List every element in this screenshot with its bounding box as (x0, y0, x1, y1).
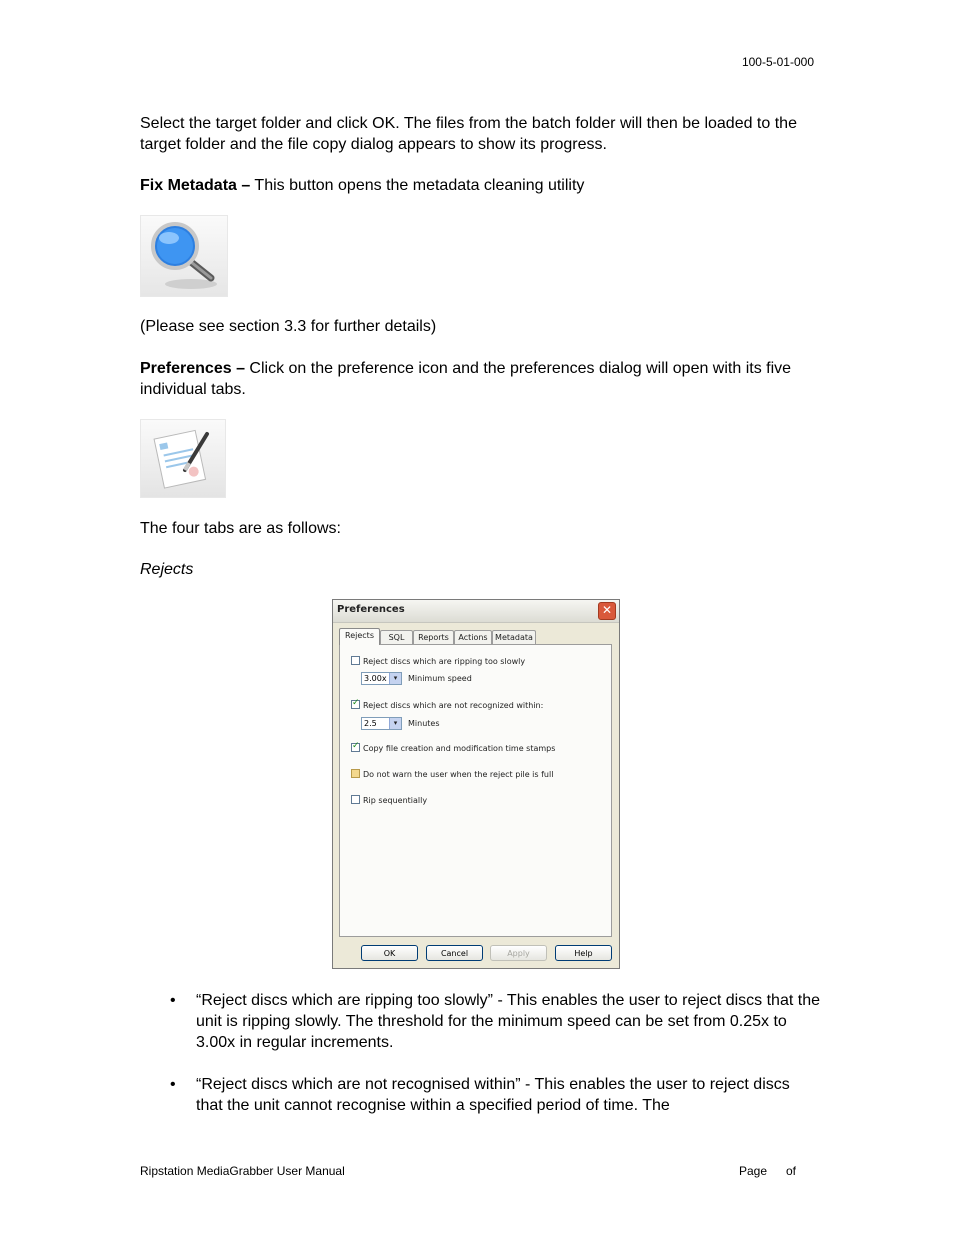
rip-sequentially-checkbox[interactable] (351, 795, 360, 804)
rip-sequentially-label: Rip sequentially (363, 796, 428, 805)
tab-metadata[interactable]: Metadata (492, 630, 536, 645)
preferences-text: Click on the preference icon and the preferences dialog will open with its five individual tabs. (140, 360, 792, 398)
bullet: • (170, 1076, 176, 1093)
tab-reports[interactable]: Reports (413, 630, 454, 645)
preferences-dialog (332, 599, 620, 969)
rejects-panel (339, 644, 612, 937)
fix-metadata-paragraph (140, 175, 820, 196)
reject-slow-label: Reject discs which are ripping too slowly (363, 657, 526, 666)
dialog-title-bar (333, 600, 619, 623)
no-warn-label: Do not warn the user when the reject pile is full (363, 770, 554, 779)
intro-paragraph: Select the target folder and click OK. The files from the batch folder will then be loaded to the target folder and the file copy dialog appears to show its progress. (140, 115, 797, 153)
copy-timestamps-checkbox[interactable] (351, 743, 360, 752)
options-bullet-list (140, 990, 820, 1137)
apply-button[interactable]: Apply (490, 945, 547, 961)
reject-unrecognized-checkbox[interactable] (351, 700, 360, 709)
minutes-value: 2.5 (364, 719, 377, 728)
bullet-text: “Reject discs which are ripping too slowly” - This enables the user to reject discs that the unit is ripping slowly. The threshold for the minimum speed can be set from 0.25x to 3.00x in regular increments. (196, 992, 820, 1051)
list-item (140, 990, 820, 1053)
footer-of-label: of (786, 1164, 797, 1178)
preferences-paragraph (140, 358, 820, 400)
dialog-title: Preferences (337, 604, 405, 615)
bullet: • (170, 992, 176, 1009)
tab-actions[interactable]: Actions (454, 630, 492, 645)
preferences-label: Preferences – (140, 360, 245, 377)
preferences-pen-icon (140, 419, 226, 498)
footer-title: Ripstation MediaGrabber User Manual (140, 1164, 345, 1178)
chevron-down-icon[interactable]: ▾ (389, 673, 401, 684)
minutes-label: Minutes (408, 719, 440, 728)
see-section-note: (Please see section 3.3 for further details) (140, 318, 437, 335)
minimum-speed-value: 3.00x (364, 674, 387, 683)
reject-slow-checkbox[interactable] (351, 656, 360, 665)
tab-sql[interactable]: SQL (380, 630, 413, 645)
close-icon[interactable]: ✕ (598, 602, 616, 620)
minutes-select[interactable] (361, 717, 402, 730)
ok-button[interactable]: OK (361, 945, 418, 961)
fix-metadata-label: Fix Metadata – (140, 177, 251, 194)
cancel-button[interactable]: Cancel (426, 945, 483, 961)
chevron-down-icon[interactable]: ▾ (389, 718, 401, 729)
copy-timestamps-label: Copy file creation and modification time stamps (363, 744, 556, 753)
help-button[interactable]: Help (555, 945, 612, 961)
footer-page-label: Page (739, 1164, 768, 1178)
minimum-speed-select[interactable] (361, 672, 402, 685)
reject-unrecognized-label: Reject discs which are not recognized within: (363, 701, 544, 710)
minimum-speed-label: Minimum speed (408, 674, 472, 683)
rejects-heading: Rejects (140, 561, 194, 578)
list-item (140, 1074, 820, 1116)
document-id: 100-5-01-000 (741, 55, 814, 69)
four-tabs-text: The four tabs are as follows: (140, 520, 341, 537)
fix-metadata-text: This button opens the metadata cleaning utility (250, 177, 585, 194)
magnifier-icon (140, 215, 228, 297)
tab-rejects[interactable]: Rejects (339, 628, 380, 645)
no-warn-checkbox[interactable] (351, 769, 360, 778)
bullet-text: “Reject discs which are not recognised within” - This enables the user to reject discs that the unit cannot recognise within a specified period of time. The (196, 1076, 790, 1114)
